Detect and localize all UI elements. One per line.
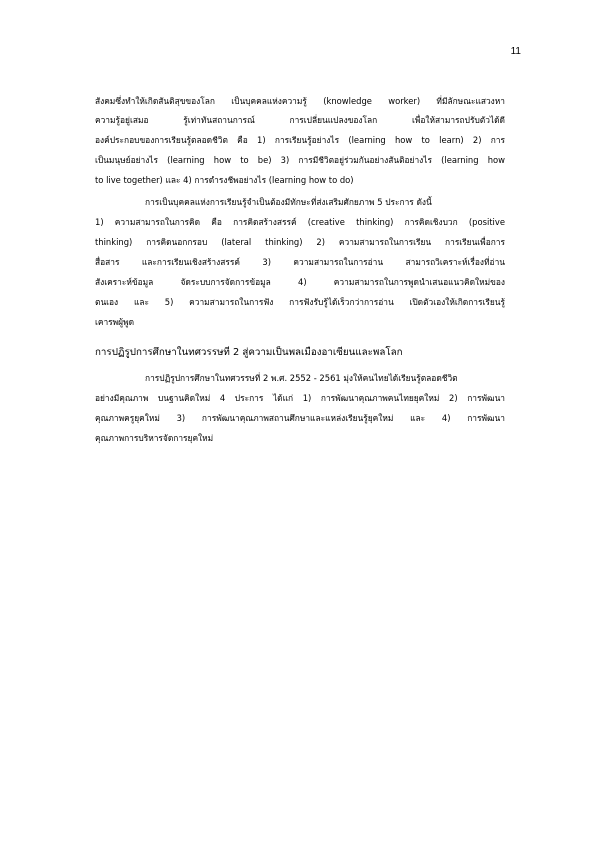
section-heading: การปฏิรูปการศึกษาในทศวรรษที่ 2 สู่ความเป็นพลเมืองอาเซียนและพลโลก	[95, 347, 403, 358]
paragraph-2-line-4: สื่อสาร และการเรียนเชิงสร้างสรรค์ 3) ความสามารถในการอ่าน สามารถวิเคราะห์เรื่องที่อ่าน	[95, 257, 505, 267]
paragraph-1-line-5: to live together) และ 4) การดำรงชีพอย่างไร (learning how to do)	[95, 175, 354, 185]
paragraph-2-line-1: การเป็นบุคคลแห่งการเรียนรู้จำเป็นต้องมีทักษะที่ส่งเสริมศักยภาพ 5 ประการ ดังนี้	[145, 197, 432, 207]
paragraph-3-line-2: อย่างมีคุณภาพ บนฐานคิดใหม่ 4 ประการ ได้แก่ 1) การพัฒนาคุณภาพคนไทยยุคใหม่ 2) การพัฒนา	[95, 393, 505, 403]
paragraph-1-line-3: องค์ประกอบของการเรียนรู้ตลอดชีวิต คือ 1) การเรียนรู้อย่างไร (learning how to learn) 2) การ	[95, 135, 505, 145]
paragraph-2-line-6: ตนเอง และ 5) ความสามารถในการฟัง การฟังรับรู้ได้เร็วกว่าการอ่าน เปิดตัวเองให้เกิดการเรียนรู้	[95, 297, 505, 307]
paragraph-3-line-3: คุณภาพครูยุคใหม่ 3) การพัฒนาคุณภาพสถานศึกษาและแหล่งเรียนรู้ยุคใหม่ และ 4) การพัฒนา	[95, 413, 505, 423]
paragraph-2-line-2: 1) ความสามารถในการคิด คือ การคิดสร้างสรรค์ (creative thinking) การคิดเชิงบวก (positive	[95, 217, 505, 227]
paragraph-3-line-4: คุณภาพการบริหารจัดการยุคใหม่	[95, 433, 214, 443]
paragraph-2-line-7: เคารพผู้พูด	[95, 317, 135, 327]
paragraph-2-line-5: สังเคราะห์ข้อมูล จัดระบบการจัดการข้อมูล 4) ความสามารถในการพูดนำเสนอแนวคิดใหม่ของ	[95, 277, 505, 287]
paragraph-3-line-1: การปฏิรูปการศึกษาในทศวรรษที่ 2 พ.ศ. 2552 - 2561 มุ่งให้คนไทยได้เรียนรู้ตลอดชีวิต	[145, 373, 458, 383]
page-number: 11	[510, 46, 521, 57]
paragraph-2-line-3: thinking) การคิดนอกกรอบ (lateral thinking) 2) ความสามารถในการเรียน การเรียนเพื่อการ	[95, 237, 505, 247]
paragraph-1-line-4: เป็นมนุษย์อย่างไร (learning how to be) 3) การมีชีวิตอยู่ร่วมกันอย่างสันติอย่างไร (learning how	[95, 155, 505, 165]
paragraph-1-line-2: ความรู้อยู่เสมอ รู้เท่าทันสถานการณ์ การเปลี่ยนแปลงของโลก เพื่อให้สามารถปรับตัวได้ดี	[95, 115, 505, 125]
paragraph-1-line-1: สังคมซึ่งทำให้เกิดสันติสุขของโลก เป็นบุคคลแห่งความรู้ (knowledge worker) ที่มีลักษณะแสวงหา	[95, 96, 505, 106]
